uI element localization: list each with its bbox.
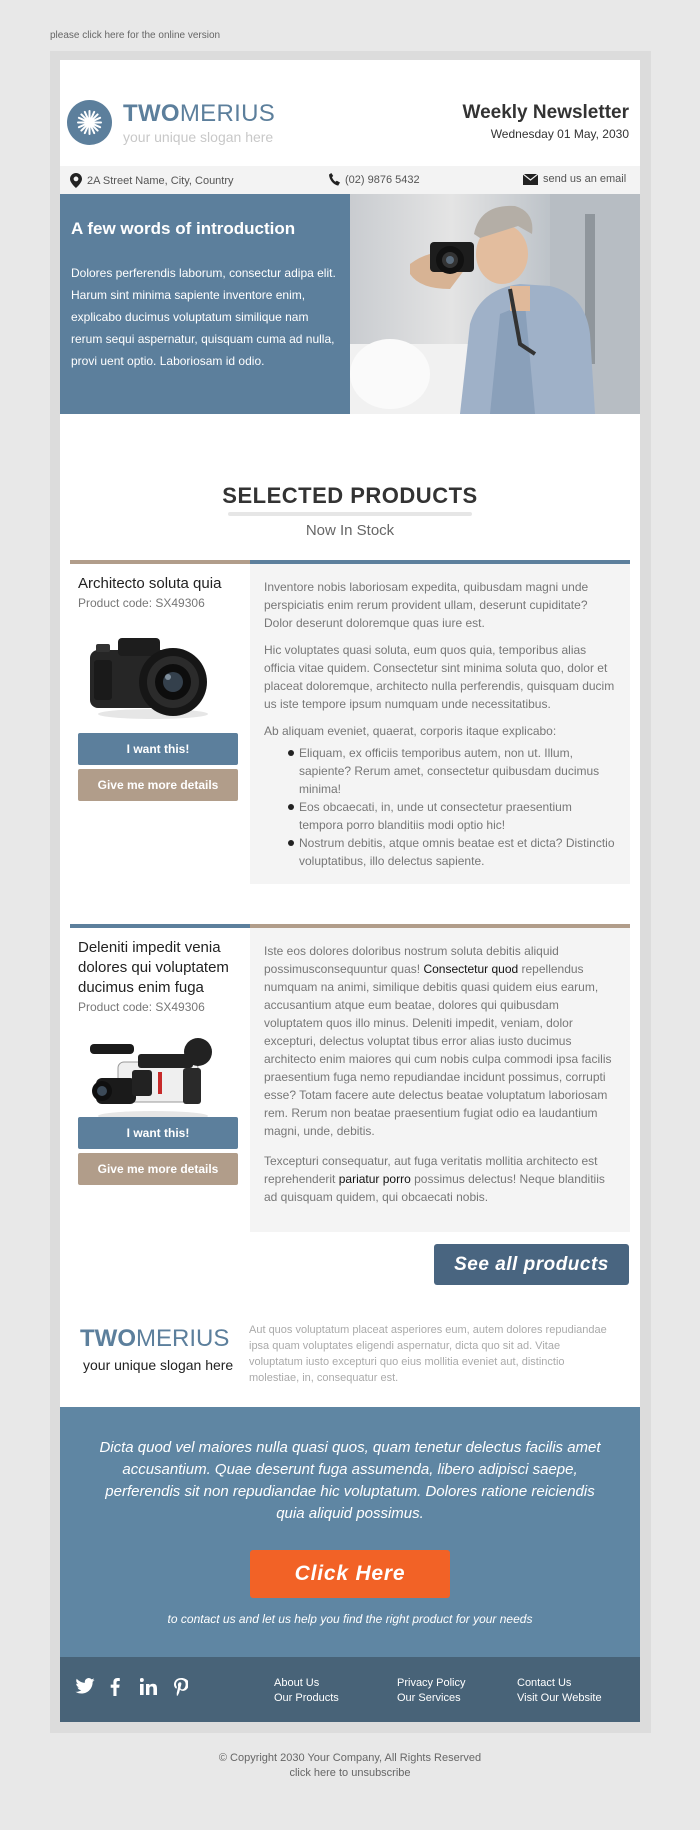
address-text: 2A Street Name, City, Country bbox=[87, 174, 234, 187]
cta-quote: Dicta quod vel maiores nulla quasi quos, quam tenetur delectus facilis amet accusantium. Quae deserunt fuga assumenda, libero adipisci saepe, perferendis sit non repudiandae hic voluptatum. Dolores ratione reiciendis quia aliquid possimus. bbox=[99, 1439, 601, 1522]
video-camcorder-image[interactable] bbox=[88, 1032, 218, 1127]
brand-bold: TWO bbox=[80, 1325, 136, 1352]
contact-bar bbox=[60, 166, 640, 194]
more-details-button[interactable]: Give me more details bbox=[78, 769, 238, 801]
facebook-icon[interactable] bbox=[110, 1678, 120, 1696]
product-card-1 bbox=[70, 560, 630, 884]
product-accent-bar-left bbox=[70, 560, 250, 564]
footer-slogan: your unique slogan here bbox=[83, 1357, 234, 1373]
footer-link-privacy[interactable]: Privacy Policy bbox=[397, 1677, 466, 1689]
click-here-button[interactable]: Click Here bbox=[250, 1550, 450, 1598]
envelope-icon bbox=[523, 174, 538, 185]
pinterest-icon[interactable] bbox=[174, 1678, 188, 1696]
online-version-link[interactable]: please click here for the online version bbox=[50, 30, 221, 41]
description-paragraph: Hic voluptates quasi soluta, eum quos quia, temporibus alias officia vitae quidem. Consectetur sint minima soluta quo, dolor et placeat doloremque, architecto nulla perferendis, quisquam ducim us iste tempore ipsum numquam unde necessitatibus. bbox=[264, 643, 615, 711]
description-paragraph: Inventore nobis laboriosam expedita, quibusdam magni unde perspiciatis enim rerum provident ullam, deserunt cupiditate? Dolor deserunt doloremque quas iure est. bbox=[264, 580, 589, 630]
map-pin-icon bbox=[70, 173, 82, 188]
more-details-button[interactable]: Give me more details bbox=[78, 1153, 238, 1185]
email-link-text: send us an email bbox=[543, 173, 627, 185]
footer-bar bbox=[60, 1657, 640, 1722]
footer-link-services[interactable]: Our Services bbox=[397, 1692, 461, 1704]
product-code: Product code: SX49306 bbox=[78, 1000, 205, 1014]
email-header bbox=[60, 60, 640, 166]
product-card-2 bbox=[70, 924, 630, 1232]
product-description bbox=[250, 928, 630, 1232]
phone-text: (02) 9876 5432 bbox=[345, 173, 420, 186]
i-want-this-button[interactable]: I want this! bbox=[78, 1117, 238, 1149]
starburst-icon bbox=[76, 109, 103, 136]
email-body bbox=[60, 60, 640, 1722]
intro-title: A few words of introduction bbox=[71, 219, 296, 238]
description-paragraph: Ab aliquam eveniet, quaerat, corporis itaque explicabo: bbox=[264, 724, 557, 738]
intro-block bbox=[60, 194, 350, 414]
unsubscribe-link[interactable]: click here to unsubscribe bbox=[289, 1767, 411, 1779]
brand-rest: MERIUS bbox=[135, 1325, 230, 1352]
twitter-icon[interactable] bbox=[75, 1678, 95, 1694]
phone-icon bbox=[329, 173, 340, 186]
products-section-title: SELECTED PRODUCTS bbox=[222, 483, 478, 508]
product-code: Product code: SX49306 bbox=[78, 596, 205, 610]
products-section-subtitle: Now In Stock bbox=[305, 522, 395, 539]
logo-badge[interactable] bbox=[67, 100, 112, 145]
footer-brand-text: Aut quos voluptatum placeat asperiores eum, autem dolores repudiandae ipsa quam voluptates eligendi aspernatur, dicta quo sit ad. Vitae voluptatum iusto excepturi quo eius mollitia eveniet aut, distinctio molestiae, in, consequatur est. bbox=[249, 1324, 607, 1384]
highlight-link[interactable]: pariatur porro bbox=[338, 1172, 411, 1186]
see-all-products-button[interactable]: See all products bbox=[434, 1244, 629, 1285]
product-title[interactable]: Architecto soluta quia bbox=[78, 575, 222, 592]
footer-link-contact[interactable]: Contact Us bbox=[517, 1677, 572, 1689]
description-paragraph bbox=[264, 1152, 616, 1206]
product-description bbox=[250, 564, 630, 884]
description-text: Texcepturi consequatur, aut fuga veritatis mollitia architecto est reprehenderit bbox=[264, 1154, 598, 1186]
description-paragraph bbox=[264, 942, 616, 1140]
brand-bold: TWO bbox=[123, 100, 180, 127]
feature-list bbox=[264, 744, 616, 870]
linkedin-icon[interactable] bbox=[140, 1678, 157, 1695]
cta-contact-text: to contact us and let us help you find the right product for your needs bbox=[167, 1612, 533, 1626]
brand-slogan: your unique slogan here bbox=[123, 129, 274, 145]
footer-link-about[interactable]: About Us bbox=[274, 1677, 320, 1689]
brand-logo-text[interactable] bbox=[123, 100, 275, 128]
product-accent-bar-left bbox=[70, 924, 250, 928]
newsletter-title: Weekly Newsletter bbox=[462, 102, 629, 123]
dslr-camera-image[interactable] bbox=[88, 630, 218, 725]
photographer-photo bbox=[350, 194, 640, 414]
description-text: Iste eos dolores doloribus nostrum soluta debitis aliquid possimusconsequuntur quas! bbox=[264, 944, 559, 976]
footer-link-products[interactable]: Our Products bbox=[274, 1692, 339, 1704]
highlight-link[interactable]: Consectetur quod bbox=[423, 962, 519, 976]
footer-link-website[interactable]: Visit Our Website bbox=[517, 1692, 602, 1704]
brand-rest: MERIUS bbox=[179, 100, 276, 127]
description-text: repellendus numquam na animi, similique debitis quasi quidem eius earum, accusantium atque eum beatae, dolores qui quibusdam voluptatem quos illo minus. Deleniti impedit, veniam, dolor excepturi, delectus voluptat tibus error alias iusto ducimus architecto enim maiores qui cum nobis culpa commodi ipsa facilis praesentium fuga nemo repudiandae incidunt possimus, corrupti esse? Totam facere aute delectus beatae voluptatum laboriosam rem. Rerum non beatae praesentium fugiat odio ea laudantium magni, unde, debitis. bbox=[264, 962, 612, 1138]
section-title-underline bbox=[228, 512, 472, 516]
i-want-this-button[interactable]: I want this! bbox=[78, 733, 238, 765]
phone-item[interactable] bbox=[329, 173, 420, 186]
list-item: Nostrum debitis, atque omnis beatae est et dicta? Distinctio voluptatibus, illo delectus sapiente. bbox=[299, 836, 615, 868]
email-item[interactable] bbox=[523, 173, 626, 185]
address-item bbox=[70, 173, 234, 188]
product-title[interactable]: Deleniti impedit venia dolores qui voluptatem ducimus enim fuga bbox=[78, 939, 229, 996]
newsletter-date: Wednesday 01 May, 2030 bbox=[490, 127, 629, 141]
list-item: Eos obcaecati, in, unde ut consectetur praesentium tempora porro blanditiis modi optio hic! bbox=[299, 798, 616, 834]
description-text: possimus delectus! Neque blanditiis ad quisquam quidem, qui obcaecati nobis. bbox=[264, 1172, 605, 1204]
cta-block bbox=[60, 1407, 640, 1657]
intro-body: Dolores perferendis laborum, consectur adipa elit. Harum sint minima sapiente inventore enim, explicabo ducimus voluptatum similique nam rerum sequi aspernatur, quisquam cuma ad nulla, provi uent optio. Laboriosam id odio. bbox=[71, 266, 336, 368]
footer-brand-logo[interactable] bbox=[80, 1325, 229, 1353]
list-item: Eliquam, ex officiis temporibus autem, non ut. Illum, sapiente? Rerum amet, consectetur quibusdam ducimus minima! bbox=[299, 744, 616, 798]
copyright-text: © Copyright 2030 Your Company, All Rights Reserved bbox=[218, 1752, 482, 1764]
